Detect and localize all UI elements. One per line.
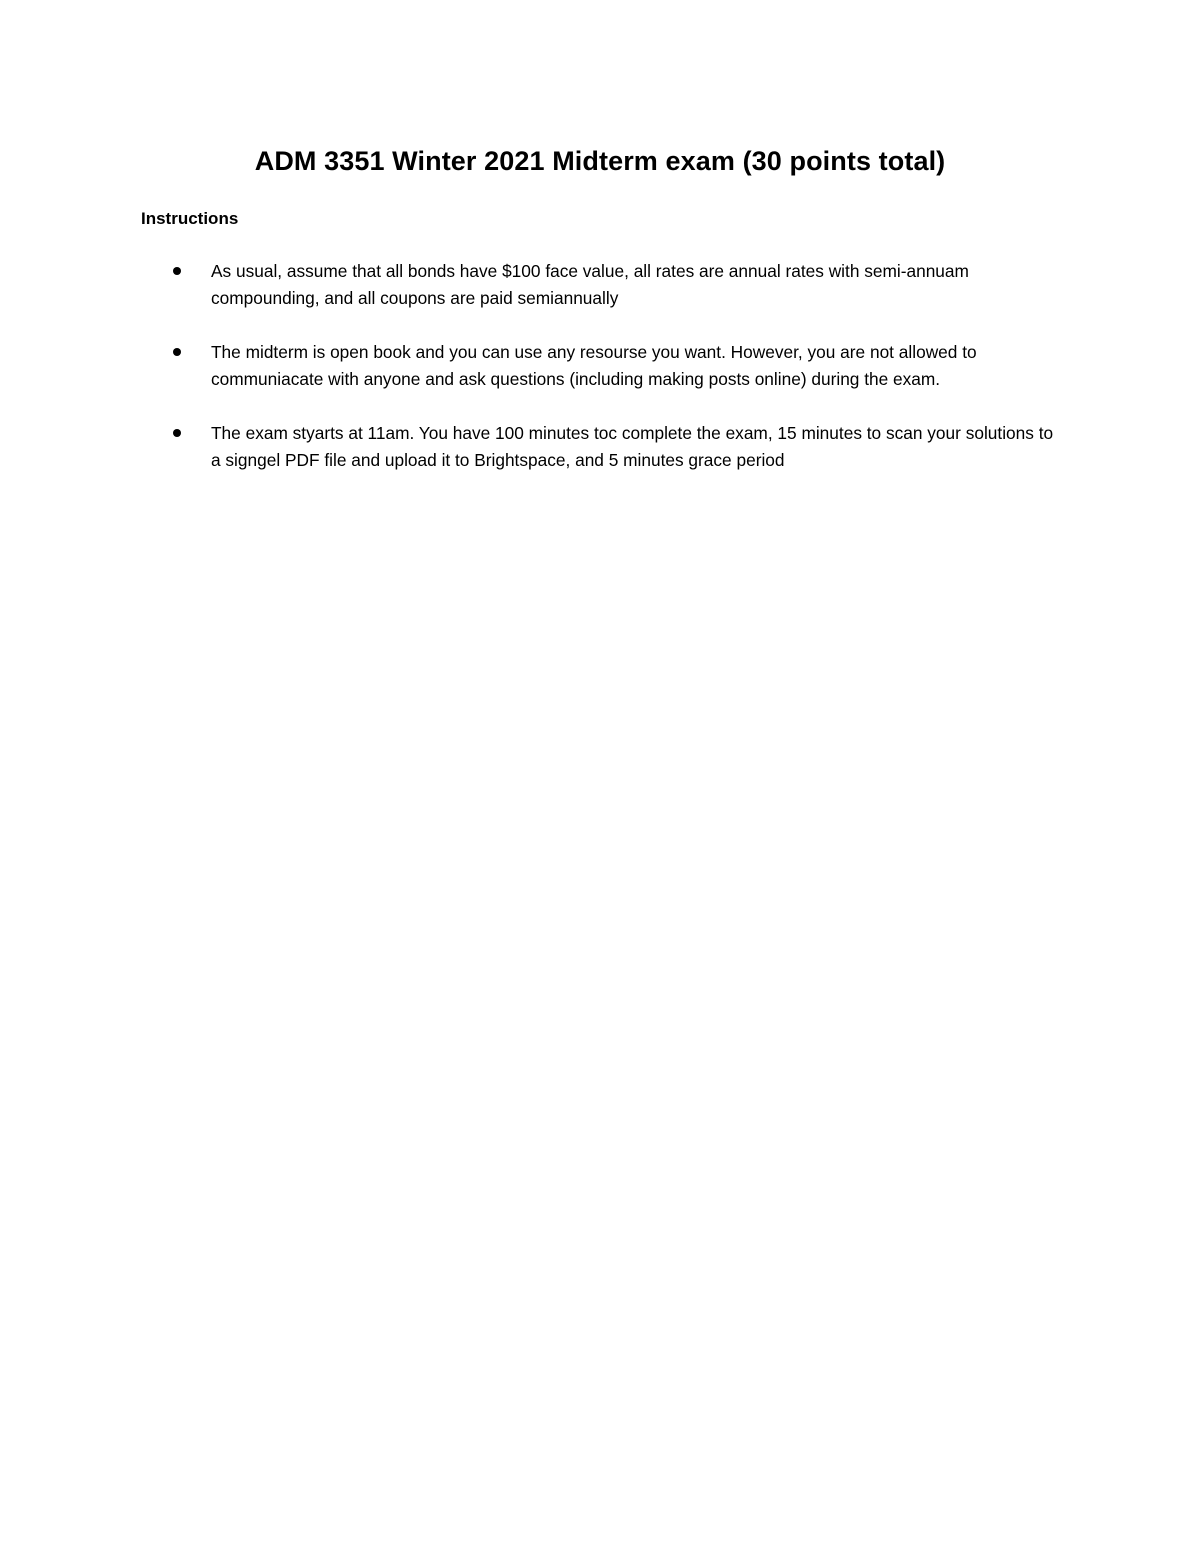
bullet-icon [173,267,181,275]
list-item [0,339,1200,392]
instruction-text: The midterm is open book and you can use any resourse you want. However, you are not allowed to communiacate with anyone and ask questions (including making posts online) during the exam. [211,342,977,389]
list-item [0,420,1200,473]
instructions-list [0,258,1200,501]
instructions-heading: Instructions [141,209,239,228]
list-item [0,258,1200,311]
page-title: ADM 3351 Winter 2021 Midterm exam (30 points total) [254,146,946,176]
instruction-text: The exam styarts at 11am. You have 100 minutes toc complete the exam, 15 minutes to scan your solutions to a signgel PDF file and upload it to Brightspace, and 5 minutes grace period [211,423,1054,470]
bullet-icon [173,429,181,437]
bullet-icon [173,348,181,356]
instruction-text: As usual, assume that all bonds have $100 face value, all rates are annual rates with semi-annuam compounding, and all coupons are paid semiannually [211,261,969,308]
